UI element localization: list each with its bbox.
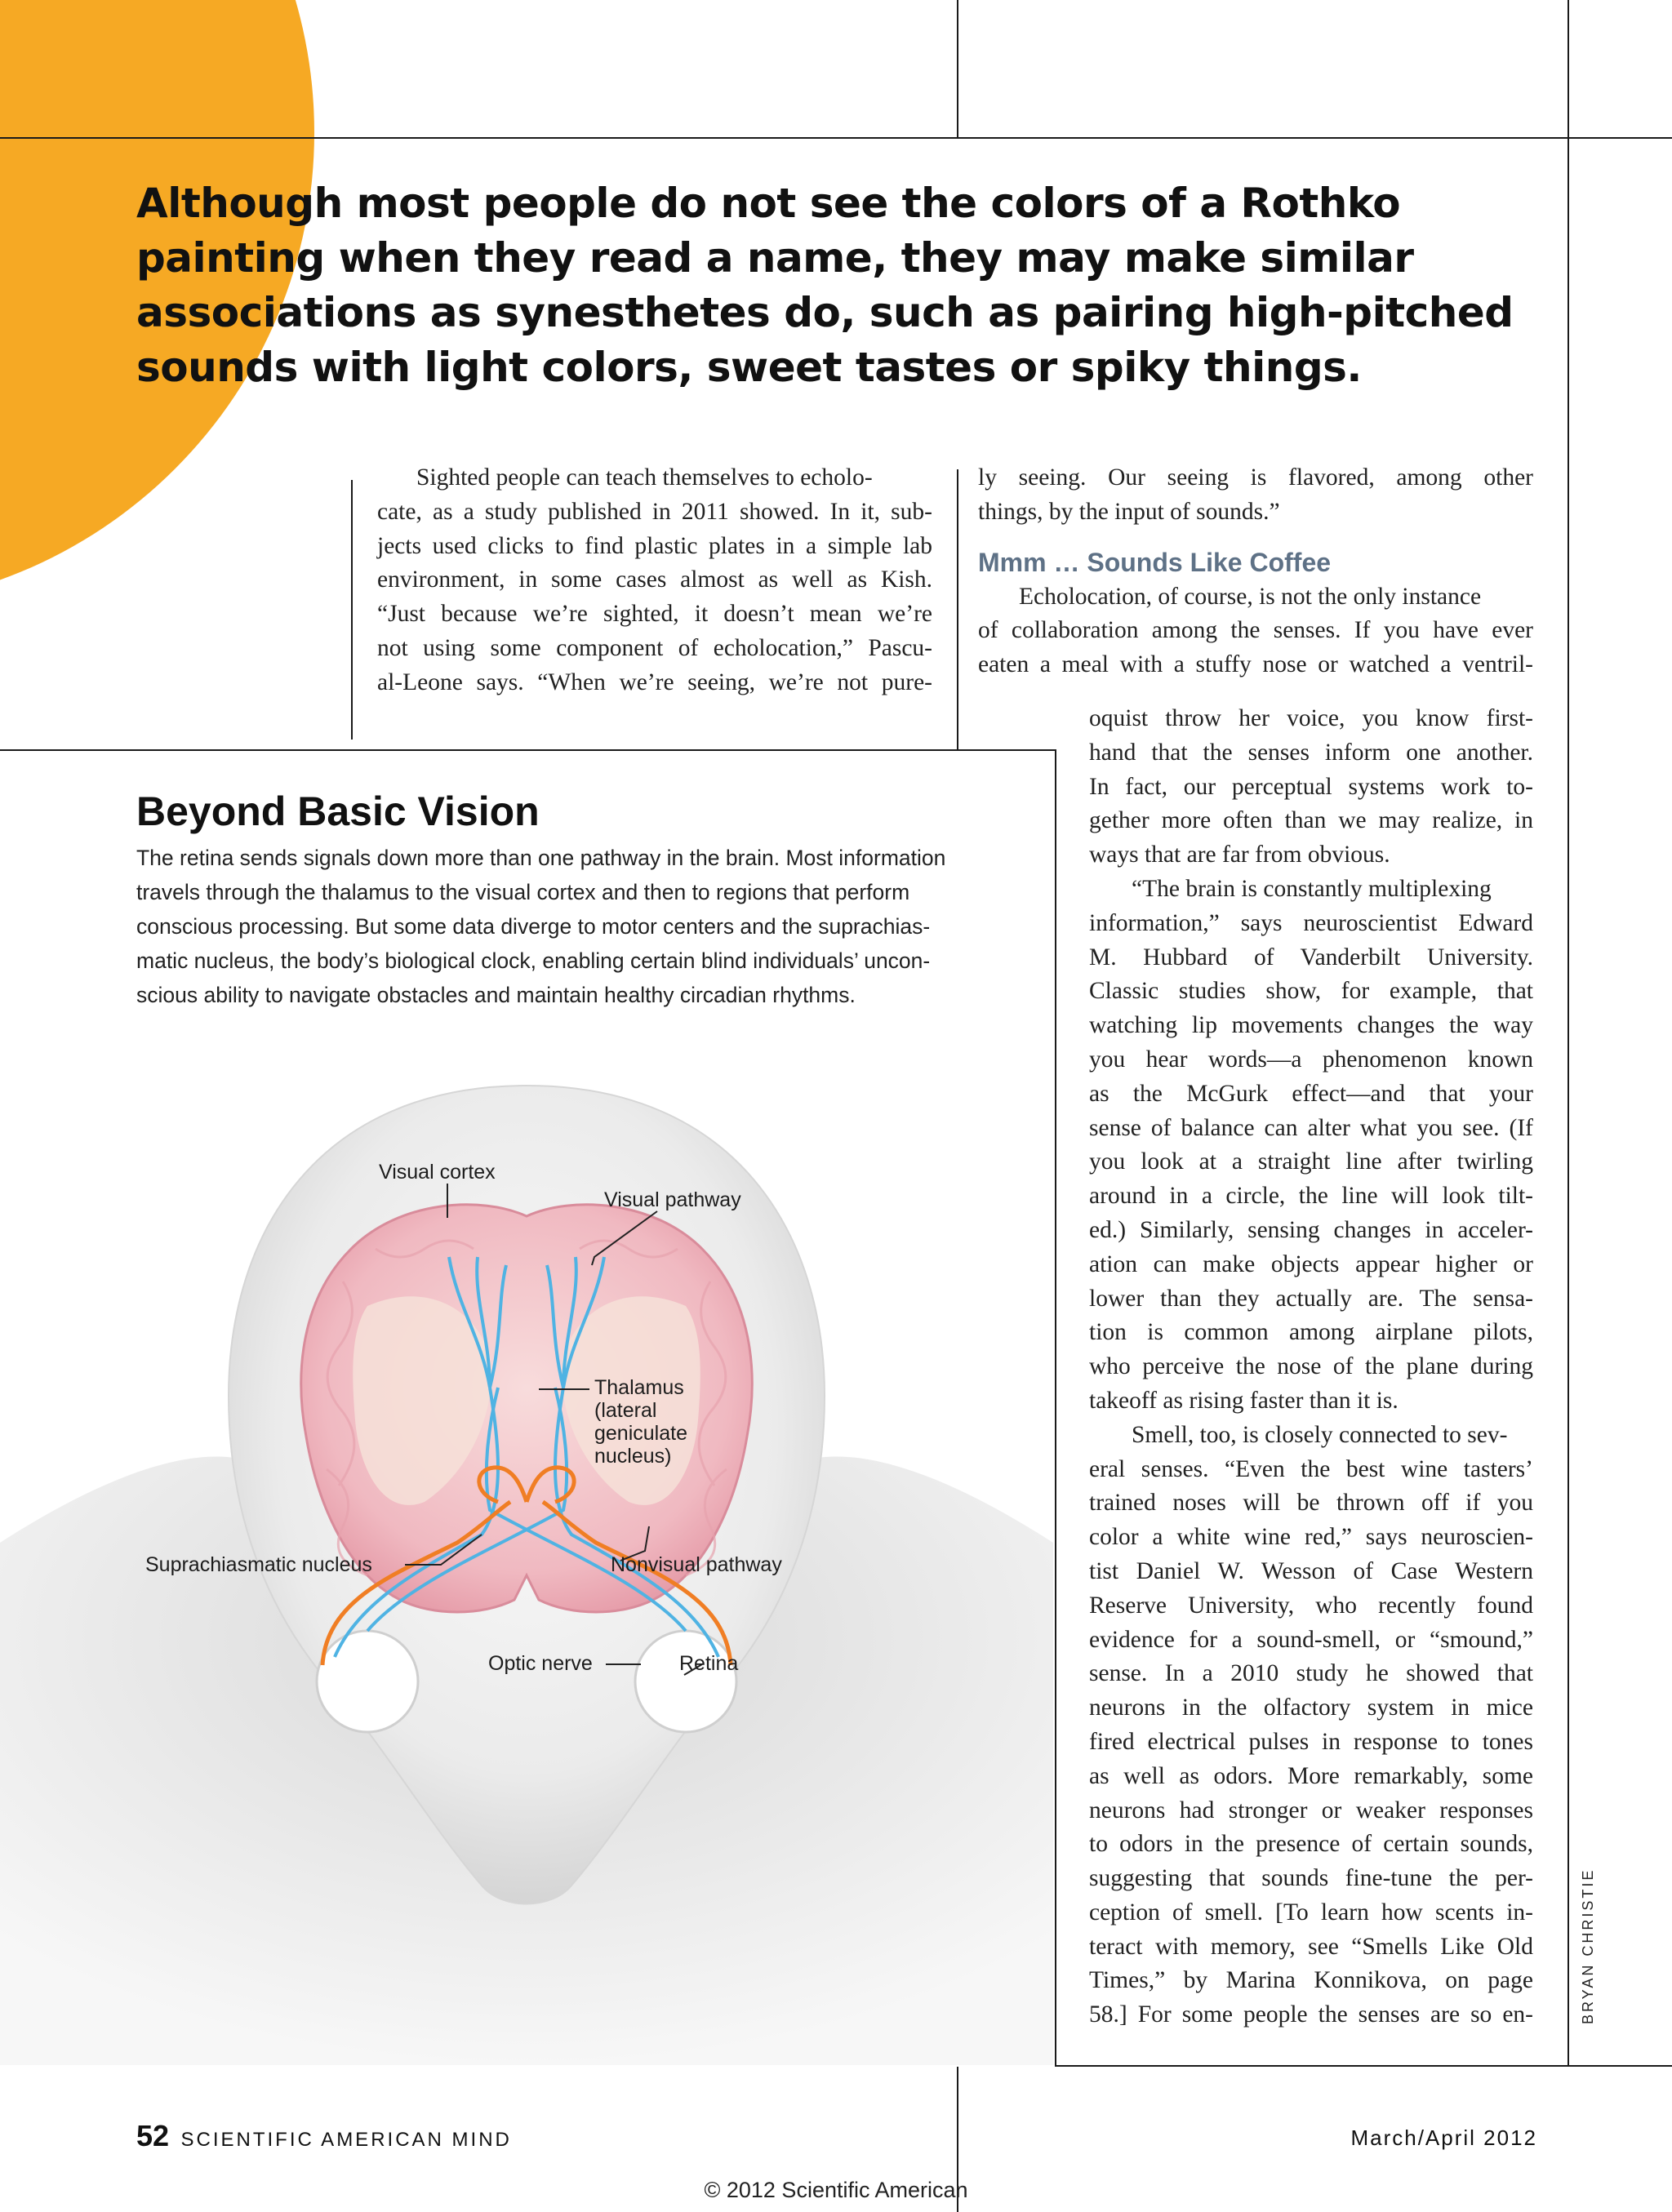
text-line: environment, in some cases almost as well as Kish. [377, 566, 932, 593]
text-line: who perceive the nose of the plane during [1089, 1353, 1533, 1380]
text-line: ation can make objects appear higher or [1089, 1250, 1533, 1277]
label-suprachiasmatic-nucleus: Suprachiasmatic nucleus [145, 1553, 372, 1576]
middle-column-text [978, 461, 1533, 682]
text-line: as well as odors. More remarkably, some [1089, 1762, 1533, 1789]
middle-column-rule [957, 469, 958, 749]
text-line: neurons in the olfactory system in mice [1089, 1695, 1533, 1721]
text-line: not using some component of echolocation,” Pascu- [377, 634, 932, 661]
copyright-notice: © 2012 Scientific American [704, 2178, 968, 2202]
text-line: ly seeing. Our seeing is flavored, among other [978, 464, 1533, 491]
text-line: ed.) Similarly, sensing changes in acceler- [1089, 1216, 1533, 1243]
pull-quote [136, 176, 1557, 395]
text-line: eral senses. “Even the best wine tasters’ [1089, 1455, 1533, 1482]
text-line: sense. In a 2010 study he showed that [1089, 1660, 1533, 1687]
sidebar-caption [136, 841, 1016, 1012]
text-line: as the McGurk effect—and that your [1089, 1080, 1533, 1107]
text-line: M. Hubbard of Vanderbilt University. [1089, 944, 1533, 971]
right-column-text [1089, 702, 1533, 2032]
text-line: tion is common among airplane pilots, [1089, 1319, 1533, 1346]
text-line: al-Leone says. “When we’re seeing, we’re not pure- [377, 668, 932, 695]
text-line: sense of balance can alter what you see. (If [1089, 1114, 1533, 1141]
text-line: ception of smell. [To learn how scents in- [1089, 1899, 1533, 1926]
text-line: tist Daniel W. Wesson of Case Western [1089, 1557, 1533, 1584]
caption-line: conscious processing. But some data diverge to motor centers and the suprachias- [136, 914, 931, 939]
text-line: neurons had stronger or weaker responses [1089, 1797, 1533, 1823]
footer-folio [136, 2119, 512, 2153]
text-line: Sighted people can teach themselves to echolo- [416, 464, 873, 491]
caption-line: The retina sends signals down more than one pathway in the brain. Most information [136, 846, 946, 870]
text-line: eaten a meal with a stuffy nose or watched a ventril- [978, 651, 1533, 678]
text-line: you look at a straight line after twirling [1089, 1148, 1533, 1175]
brain-pathway-illustration [0, 1012, 1053, 2065]
text-line: watching lip movements changes the way [1089, 1012, 1533, 1039]
label-nonvisual-pathway: Nonvisual pathway [611, 1553, 782, 1576]
pull-quote-line: painting when they read a name, they may make similar [136, 234, 1414, 282]
text-line: Classic studies show, for example, that [1089, 978, 1533, 1005]
label-visual-pathway: Visual pathway [604, 1188, 741, 1211]
section-subhead: Mmm … Sounds Like Coffee [978, 547, 1332, 577]
text-line: jects used clicks to find plastic plates in a simple lab [377, 532, 932, 559]
text-line: around in a circle, the line will look tilt- [1089, 1183, 1533, 1210]
left-eyeball [317, 1631, 418, 1732]
text-line: trained noses will be thrown off if you [1089, 1490, 1533, 1517]
caption-line: travels through the thalamus to the visual cortex and then to regions that perform [136, 880, 910, 904]
pull-quote-line: sounds with light colors, sweet tastes or spiky things. [136, 344, 1362, 391]
text-line: of collaboration among the senses. If you have ever [978, 617, 1533, 644]
right-margin-rule [1568, 0, 1569, 2065]
text-line: fired electrical pulses in response to tones [1089, 1728, 1533, 1755]
text-line: takeoff as rising faster than it is. [1089, 1387, 1399, 1414]
text-line: you hear words—a phenomenon known [1089, 1046, 1533, 1073]
pull-quote-line: Although most people do not see the colors of a Rothko [136, 180, 1401, 227]
label-thalamus [594, 1376, 687, 1468]
magazine-name: SCIENTIFIC AMERICAN MIND [180, 2129, 512, 2151]
text-line: hand that the senses inform one another. [1089, 739, 1533, 766]
text-line: Smell, too, is closely connected to sev- [1132, 1421, 1508, 1448]
text-line: suggesting that sounds fine-tune the per- [1089, 1865, 1533, 1892]
left-column-rule [351, 480, 353, 740]
top-center-divider [957, 0, 958, 137]
pull-quote-line: associations as synesthetes do, such as pairing high-pitched [136, 289, 1514, 336]
text-line: Echolocation, of course, is not the only instance [1019, 583, 1482, 610]
text-line: things, by the input of sounds.” [978, 498, 1280, 525]
text-line: In fact, our perceptual systems work to- [1089, 773, 1533, 800]
caption-line: scious ability to navigate obstacles and maintain healthy circadian rhythms. [136, 983, 856, 1007]
text-line: “The brain is constantly multiplexing [1132, 875, 1492, 902]
caption-line: matic nucleus, the body’s biological clock, enabling certain blind individuals’ uncon- [136, 948, 931, 973]
text-line: cate, as a study published in 2011 showed. In it, sub- [377, 498, 932, 525]
text-line: gether more often than we may realize, in [1089, 807, 1533, 834]
text-line: “Just because we’re sighted, it doesn’t mean we’re [377, 601, 932, 628]
issue-date: March/April 2012 [1350, 2125, 1537, 2150]
text-line: Times,” by Marina Konnikova, on page [1089, 1967, 1533, 1994]
label-thalamus-line: geniculate [594, 1422, 687, 1445]
text-line: Reserve University, who recently found [1089, 1592, 1533, 1619]
text-line: to odors in the presence of certain sounds, [1089, 1831, 1533, 1858]
label-optic-nerve: Optic nerve [488, 1652, 593, 1675]
text-line: oquist throw her voice, you know first- [1089, 705, 1533, 731]
label-visual-cortex: Visual cortex [379, 1161, 496, 1184]
page-number: 52 [136, 2119, 170, 2152]
text-line: ways that are far from obvious. [1089, 842, 1390, 868]
label-retina: Retina [679, 1652, 739, 1675]
text-line: color a white wine red,” says neuroscien- [1089, 1524, 1533, 1551]
text-line: information,” says neuroscientist Edward [1089, 909, 1533, 936]
text-line: 58.] For some people the senses are so en- [1089, 2001, 1533, 2028]
text-line: teract with memory, see “Smells Like Old [1089, 1933, 1533, 1960]
top-rule [0, 137, 1672, 139]
text-line: evidence for a sound-smell, or “smound,” [1089, 1626, 1533, 1653]
text-line: lower than they actually are. The sensa- [1089, 1285, 1533, 1312]
sidebar-title: Beyond Basic Vision [136, 788, 540, 834]
left-column-text [377, 461, 932, 700]
label-thalamus-line: (lateral [594, 1399, 657, 1422]
label-thalamus-line: nucleus) [594, 1445, 672, 1468]
label-thalamus-line: Thalamus [594, 1376, 684, 1399]
photo-credit: BRYAN CHRISTIE [1580, 1868, 1596, 2024]
right-eyeball [635, 1631, 739, 1732]
